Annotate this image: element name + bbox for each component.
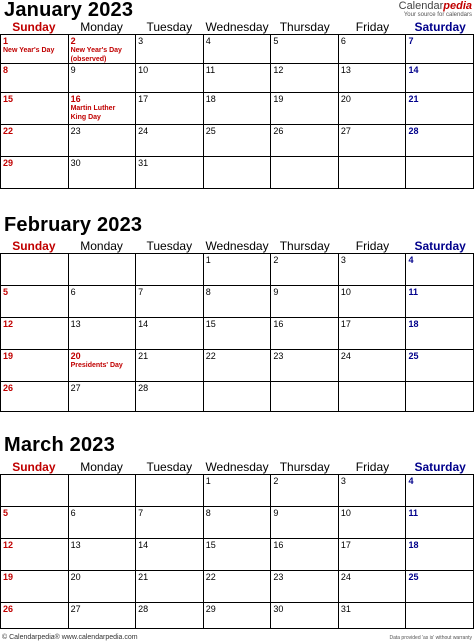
day-cell [136, 507, 204, 539]
day-cell [406, 318, 474, 350]
day-number: 27 [340, 126, 351, 136]
day-cell [271, 157, 339, 189]
day-cell [136, 64, 204, 93]
day-number: 1 [205, 476, 211, 486]
day-number: 6 [70, 287, 76, 297]
day-cell [69, 318, 137, 350]
day-number: 21 [138, 351, 149, 361]
day-cell [136, 318, 204, 350]
day-number: 6 [70, 508, 76, 518]
day-cell [406, 286, 474, 318]
day-cell [1, 93, 69, 125]
week-row [1, 64, 474, 93]
weekday-header [0, 19, 474, 35]
day-cell [136, 93, 204, 125]
day-number: 9 [273, 508, 279, 518]
day-cell [204, 350, 272, 382]
day-cell [271, 254, 339, 286]
day-cell [339, 64, 407, 93]
day-cell [136, 286, 204, 318]
day-cell [271, 382, 339, 412]
day-number: 18 [408, 319, 419, 329]
day-number: 3 [340, 476, 346, 486]
day-cell [1, 254, 69, 286]
day-cell [1, 35, 69, 64]
day-number: 14 [408, 65, 419, 75]
day-cell [271, 350, 339, 382]
day-cell [136, 571, 204, 603]
weekday-label: Wednesday [205, 460, 269, 474]
day-number: 10 [340, 287, 351, 297]
weekday-label: Thursday [279, 20, 330, 34]
month-title: March 2023 [4, 434, 115, 456]
day-number: 19 [273, 94, 284, 104]
weekday-label: Sunday [12, 20, 56, 34]
weekday-label: Wednesday [205, 239, 269, 253]
weekday-header [0, 459, 474, 475]
day-cell [406, 571, 474, 603]
footer-copyright: © Calendarpedia® www.calendarpedia.com [2, 634, 138, 641]
day-number: 16 [273, 319, 284, 329]
footer-disclaimer: Data provided 'as is' without warranty [389, 635, 472, 641]
day-number: 15 [205, 540, 216, 550]
day-cell [406, 507, 474, 539]
day-number: 29 [3, 158, 14, 168]
day-cell [406, 125, 474, 157]
day-cell [339, 507, 407, 539]
day-number: 8 [3, 65, 9, 75]
day-number: 19 [3, 572, 14, 582]
weekday-label: Tuesday [146, 20, 193, 34]
day-cell [339, 350, 407, 382]
day-number: 11 [408, 287, 418, 297]
day-cell [136, 157, 204, 189]
day-number: 27 [70, 604, 81, 614]
day-number: 15 [205, 319, 216, 329]
day-cell [204, 571, 272, 603]
day-cell [339, 93, 407, 125]
day-number: 21 [138, 572, 149, 582]
day-cell [339, 603, 407, 629]
day-cell [69, 254, 137, 286]
holiday-name: King Day [70, 114, 101, 121]
day-cell [271, 539, 339, 571]
day-number: 11 [205, 65, 216, 75]
day-number: 22 [205, 351, 216, 361]
month-grid [0, 253, 474, 412]
day-number: 31 [138, 158, 149, 168]
day-cell [406, 93, 474, 125]
day-number: 2 [70, 36, 76, 46]
day-cell [339, 318, 407, 350]
weekday-label: Friday [355, 239, 390, 253]
week-row [1, 157, 474, 189]
day-cell [204, 603, 272, 629]
month-grid [0, 474, 474, 629]
day-number: 18 [408, 540, 419, 550]
day-number: 20 [340, 94, 351, 104]
weekday-label: Monday [80, 460, 123, 474]
week-row [1, 382, 474, 412]
day-number: 16 [70, 94, 81, 104]
day-cell [271, 475, 339, 507]
holiday-name: New Year's Day [3, 47, 55, 54]
day-cell [136, 254, 204, 286]
week-row [1, 286, 474, 318]
day-cell [69, 35, 137, 64]
day-number: 7 [408, 36, 414, 46]
week-row [1, 318, 474, 350]
day-cell [339, 571, 407, 603]
weekday-header [0, 238, 474, 254]
month-grid [0, 34, 474, 189]
day-cell [204, 475, 272, 507]
day-cell [1, 571, 69, 603]
day-number: 9 [70, 65, 76, 75]
weekday-label: Wednesday [205, 20, 269, 34]
day-number: 30 [273, 604, 284, 614]
brand-logo [399, 0, 472, 19]
day-number: 13 [340, 65, 351, 75]
day-cell [339, 286, 407, 318]
day-cell [339, 125, 407, 157]
day-cell [406, 475, 474, 507]
day-cell [271, 571, 339, 603]
weekday-label: Saturday [414, 460, 466, 474]
day-number: 22 [205, 572, 216, 582]
day-cell [1, 125, 69, 157]
day-number: 1 [3, 36, 9, 46]
day-number: 21 [408, 94, 419, 104]
day-cell [69, 539, 137, 571]
day-number: 3 [138, 36, 144, 46]
day-cell [406, 382, 474, 412]
weekday-label: Sunday [12, 460, 56, 474]
day-number: 8 [205, 508, 211, 518]
week-row [1, 35, 474, 64]
day-cell [271, 35, 339, 64]
day-number: 26 [273, 126, 284, 136]
day-number: 25 [408, 572, 419, 582]
holiday-name: Martin Luther [70, 105, 116, 112]
day-number: 15 [3, 94, 14, 104]
day-cell [69, 382, 137, 412]
weekday-label: Friday [355, 20, 390, 34]
day-number: 31 [340, 604, 351, 614]
day-number: 24 [340, 572, 351, 582]
day-number: 26 [3, 383, 14, 393]
weekday-label: Monday [80, 239, 123, 253]
day-number: 18 [205, 94, 216, 104]
weekday-label: Monday [80, 20, 123, 34]
day-cell [271, 507, 339, 539]
day-cell [136, 35, 204, 64]
weekday-label: Sunday [12, 239, 56, 253]
day-cell [204, 157, 272, 189]
day-number: 16 [273, 540, 284, 550]
day-cell [204, 318, 272, 350]
day-cell [69, 157, 137, 189]
day-cell [339, 475, 407, 507]
brand-name-a: Calendar [398, 0, 444, 12]
day-number: 24 [138, 126, 149, 136]
day-cell [136, 475, 204, 507]
day-cell [271, 93, 339, 125]
weekday-label: Thursday [279, 239, 330, 253]
day-cell [339, 157, 407, 189]
day-number: 17 [138, 94, 149, 104]
day-cell [204, 35, 272, 64]
day-number: 10 [138, 65, 149, 75]
day-cell [1, 382, 69, 412]
weekday-label: Saturday [414, 239, 466, 253]
week-row [1, 254, 474, 286]
day-number: 20 [70, 351, 81, 361]
holiday-name: Presidents' Day [70, 362, 123, 369]
day-number: 8 [205, 287, 211, 297]
week-row [1, 475, 474, 507]
day-cell [1, 64, 69, 93]
day-cell [69, 475, 137, 507]
day-cell [1, 475, 69, 507]
day-number: 7 [138, 287, 144, 297]
day-cell [204, 254, 272, 286]
day-number: 25 [205, 126, 216, 136]
day-cell [69, 64, 137, 93]
day-cell [204, 286, 272, 318]
day-number: 11 [408, 508, 418, 518]
month-title: January 2023 [4, 0, 134, 21]
day-number: 4 [205, 36, 211, 46]
day-number: 26 [3, 604, 14, 614]
day-cell [204, 125, 272, 157]
day-cell [1, 603, 69, 629]
day-cell [339, 35, 407, 64]
day-cell [69, 350, 137, 382]
day-cell [69, 571, 137, 603]
day-number: 28 [138, 604, 149, 614]
day-number: 1 [205, 255, 211, 265]
weekday-label: Thursday [279, 460, 330, 474]
day-cell [406, 539, 474, 571]
day-cell [339, 254, 407, 286]
day-cell [136, 382, 204, 412]
day-cell [69, 93, 137, 125]
day-number: 28 [408, 126, 419, 136]
day-cell [136, 603, 204, 629]
day-number: 28 [138, 383, 149, 393]
day-cell [1, 539, 69, 571]
day-cell [339, 539, 407, 571]
brand-tagline: Your source for calendars [403, 12, 472, 18]
day-number: 5 [3, 287, 9, 297]
day-cell [136, 350, 204, 382]
day-cell [69, 286, 137, 318]
day-number: 23 [273, 572, 284, 582]
day-number: 14 [138, 540, 149, 550]
week-row [1, 539, 474, 571]
day-number: 6 [340, 36, 346, 46]
day-number: 12 [3, 319, 14, 329]
week-row [1, 507, 474, 539]
day-cell [406, 64, 474, 93]
day-cell [406, 254, 474, 286]
weekday-label: Tuesday [146, 239, 193, 253]
week-row [1, 603, 474, 629]
day-cell [1, 350, 69, 382]
month-title: February 2023 [4, 214, 143, 236]
day-cell [1, 318, 69, 350]
day-number: 23 [273, 351, 284, 361]
day-number: 17 [340, 540, 351, 550]
day-cell [406, 603, 474, 629]
day-number: 2 [273, 476, 279, 486]
week-row [1, 350, 474, 382]
day-cell [271, 125, 339, 157]
weekday-label: Saturday [414, 20, 466, 34]
day-cell [406, 35, 474, 64]
day-cell [271, 603, 339, 629]
day-number: 9 [273, 287, 279, 297]
day-cell [69, 125, 137, 157]
day-number: 4 [408, 255, 414, 265]
day-cell [1, 157, 69, 189]
day-cell [406, 350, 474, 382]
day-cell [271, 318, 339, 350]
week-row [1, 571, 474, 603]
day-number: 3 [340, 255, 346, 265]
day-number: 19 [3, 351, 14, 361]
day-cell [204, 382, 272, 412]
day-cell [204, 93, 272, 125]
week-row [1, 125, 474, 157]
day-cell [136, 539, 204, 571]
day-number: 2 [273, 255, 279, 265]
day-number: 4 [408, 476, 414, 486]
brand-name-b: pedia [443, 0, 472, 12]
day-cell [69, 603, 137, 629]
day-cell [204, 507, 272, 539]
day-cell [204, 539, 272, 571]
week-row [1, 93, 474, 125]
day-number: 14 [138, 319, 149, 329]
day-number: 25 [408, 351, 419, 361]
day-number: 17 [340, 319, 351, 329]
holiday-name: (observed) [70, 56, 107, 63]
day-cell [1, 286, 69, 318]
day-cell [271, 286, 339, 318]
day-number: 13 [70, 540, 81, 550]
day-cell [271, 64, 339, 93]
day-cell [204, 64, 272, 93]
day-number: 5 [3, 508, 9, 518]
day-number: 22 [3, 126, 14, 136]
day-cell [136, 125, 204, 157]
day-number: 24 [340, 351, 351, 361]
day-number: 13 [70, 319, 81, 329]
day-number: 27 [70, 383, 81, 393]
day-number: 23 [70, 126, 81, 136]
day-number: 30 [70, 158, 81, 168]
day-number: 10 [340, 508, 351, 518]
weekday-label: Friday [355, 460, 390, 474]
day-cell [1, 507, 69, 539]
holiday-name: New Year's Day [70, 47, 122, 54]
day-number: 5 [273, 36, 279, 46]
day-cell [69, 507, 137, 539]
day-number: 20 [70, 572, 81, 582]
day-number: 7 [138, 508, 144, 518]
day-number: 29 [205, 604, 216, 614]
footer [0, 633, 474, 643]
day-cell [406, 157, 474, 189]
day-number: 12 [3, 540, 14, 550]
weekday-label: Tuesday [146, 460, 193, 474]
day-number: 12 [273, 65, 284, 75]
day-cell [339, 382, 407, 412]
